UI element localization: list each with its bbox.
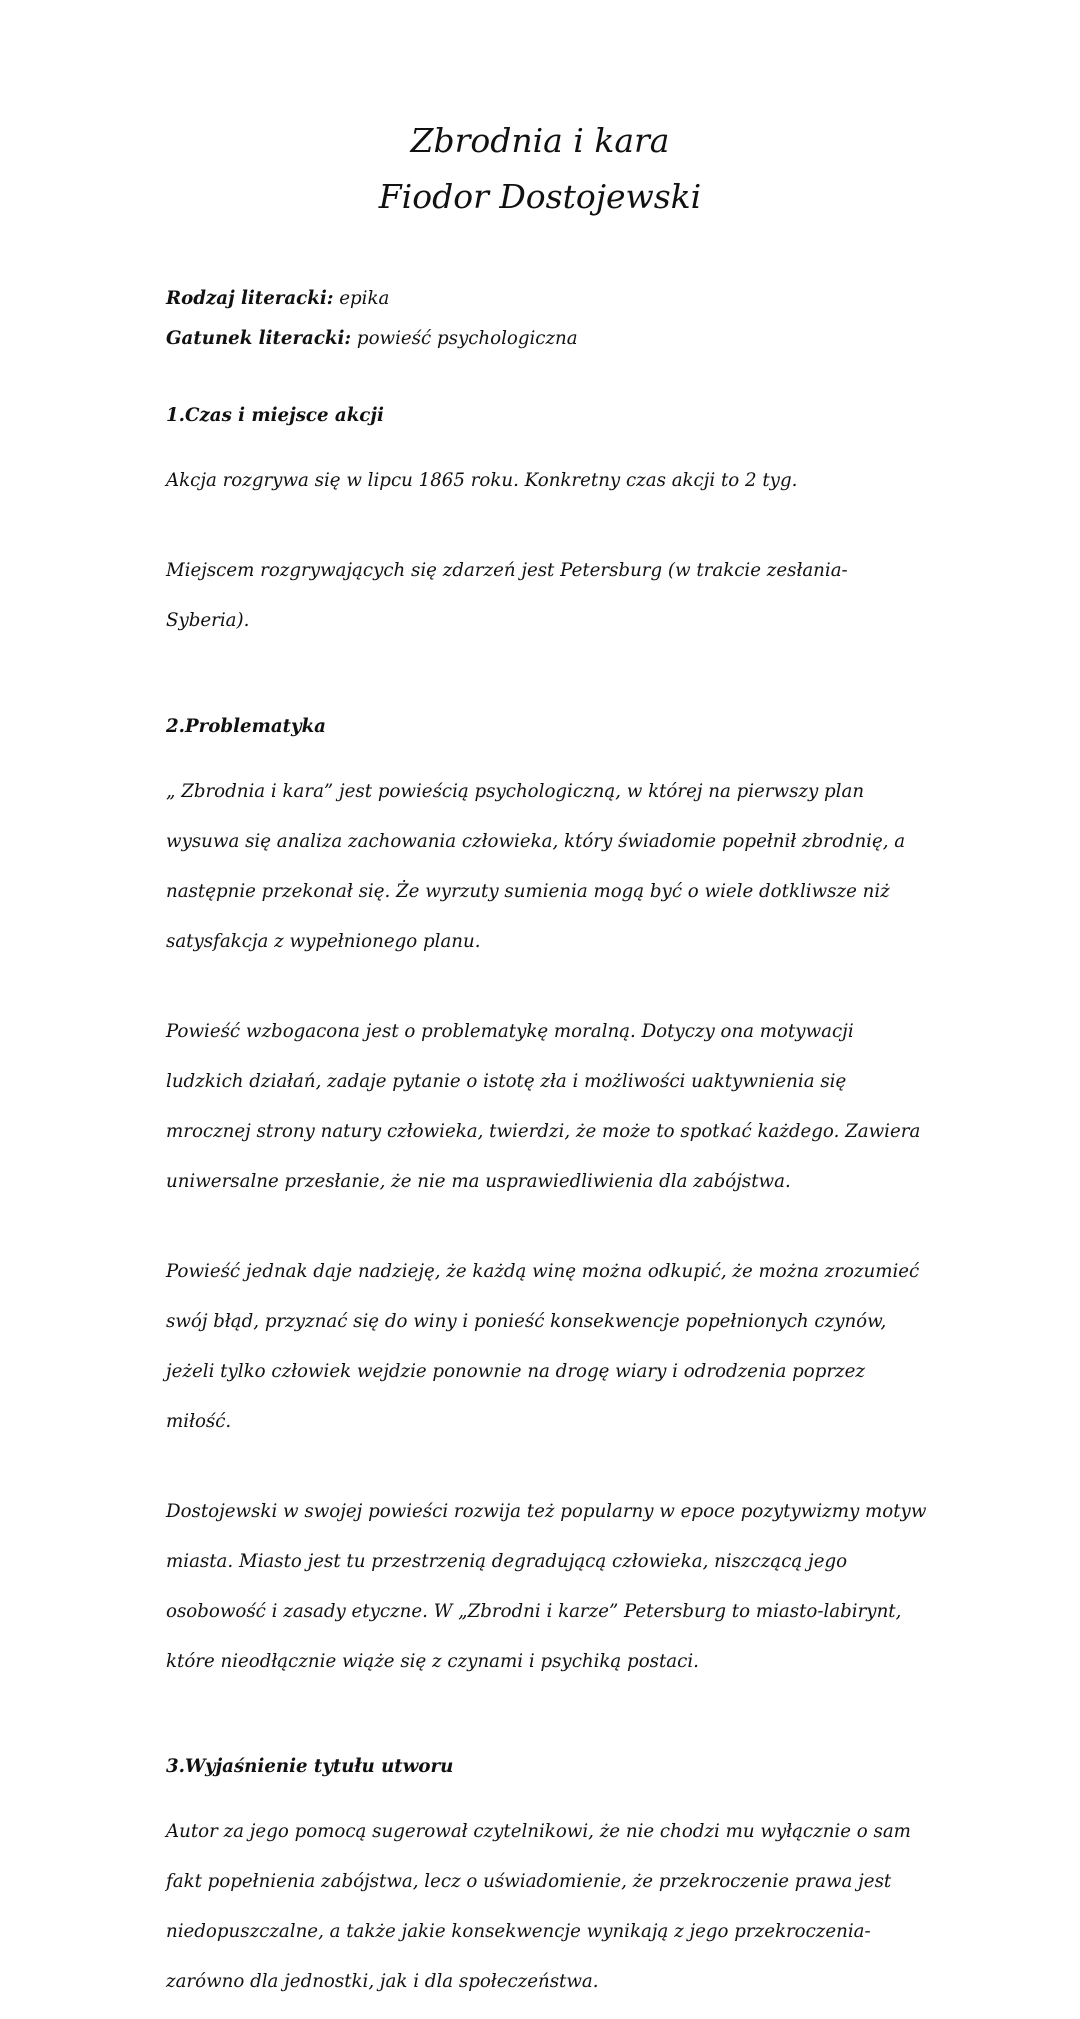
paragraph-line: Syberia). <box>166 610 250 631</box>
paragraph-line: swój błąd, przyznać się do winy i ponieść konsekwencje popełnionych czynów, <box>166 1311 887 1332</box>
paragraph-line: zarówno dla jednostki, jak i dla społeczeństwa. <box>166 1971 599 1992</box>
paragraph-line: miasta. Miasto jest tu przestrzenią degradującą człowieka, niszczącą jego <box>166 1551 848 1572</box>
paragraph-line: mrocznej strony natury człowieka, twierdzi, że może to spotkać każdego. Zawiera <box>166 1121 921 1142</box>
meta-label: Rodzaj literacki: <box>166 288 334 309</box>
paragraph-line: które nieodłącznie wiąże się z czynami i psychiką postaci. <box>166 1651 699 1672</box>
paragraph-line: następnie przekonał się. Że wyrzuty sumienia mogą być o wiele dotkliwsze niż <box>166 881 890 902</box>
paragraph-line: wysuwa się analiza zachowania człowieka, który świadomie popełnił zbrodnię, a <box>166 831 906 852</box>
paragraph-line: Powieść wzbogacona jest o problematykę moralną. Dotyczy ona motywacji <box>166 1021 854 1042</box>
paragraph-line: Powieść jednak daje nadzieję, że każdą winę można odkupić, że można zrozumieć <box>166 1261 920 1282</box>
paragraph-line: satysfakcja z wypełnionego planu. <box>166 931 481 952</box>
meta-genre-type <box>166 326 916 351</box>
paragraph-line: jeżeli tylko człowiek wejdzie ponownie na drogę wiary i odrodzenia poprzez <box>166 1361 865 1382</box>
meta-genre-kind <box>166 286 916 311</box>
meta-value: epika <box>333 288 390 309</box>
section-heading-title-explanation: 3.Wyjaśnienie tytułu utworu <box>166 1756 454 1777</box>
paragraph-line: Autor za jego pomocą sugerował czytelnikowi, że nie chodzi mu wyłącznie o sam <box>166 1821 911 1842</box>
document-author: Fiodor Dostojewski <box>378 177 702 216</box>
paragraph-line: Dostojewski w swojej powieści rozwija też popularny w epoce pozytywizmy motyw <box>166 1501 927 1522</box>
paragraph-line: uniwersalne przesłanie, że nie ma usprawiedliwienia dla zabójstwa. <box>166 1171 791 1192</box>
paragraph <box>166 443 916 518</box>
paragraph-line: „ Zbrodnia i kara” jest powieścią psychologiczną, w której na pierwszy plan <box>166 781 865 802</box>
paragraph <box>166 754 916 979</box>
paragraph-line: fakt popełnienia zabójstwa, lecz o uświadomienie, że przekroczenie prawa jest <box>166 1871 892 1892</box>
section-heading-time-place: 1.Czas i miejsce akcji <box>166 405 384 426</box>
paragraph <box>166 1474 927 1699</box>
paragraph <box>166 533 916 658</box>
document-body <box>166 286 927 2019</box>
paragraph-line: Miejscem rozgrywających się zdarzeń jest Petersburg (w trakcie zesłania- <box>166 560 848 581</box>
paragraph-line: niedopuszczalne, a także jakie konsekwencje wynikają z jego przekroczenia- <box>166 1921 871 1942</box>
meta-value: powieść psychologiczna <box>351 328 578 349</box>
meta-label: Gatunek literacki: <box>166 328 352 349</box>
paragraph <box>166 1234 920 1459</box>
paragraph-line: ludzkich działań, zadaje pytanie o istotę zła i możliwości uaktywnienia się <box>166 1071 847 1092</box>
paragraph-line: Akcja rozgrywa się w lipcu 1865 roku. Konkretny czas akcji to 2 tyg. <box>166 470 798 491</box>
section-heading-problematics: 2.Problematyka <box>166 716 326 737</box>
document-title: Zbrodnia i kara <box>410 121 670 160</box>
paragraph-line: miłość. <box>166 1411 232 1432</box>
paragraph-line: osobowość i zasady etyczne. W „Zbrodni i karze” Petersburg to miasto-labirynt, <box>166 1601 902 1622</box>
paragraph <box>166 1794 916 2019</box>
paragraph <box>166 994 921 1219</box>
